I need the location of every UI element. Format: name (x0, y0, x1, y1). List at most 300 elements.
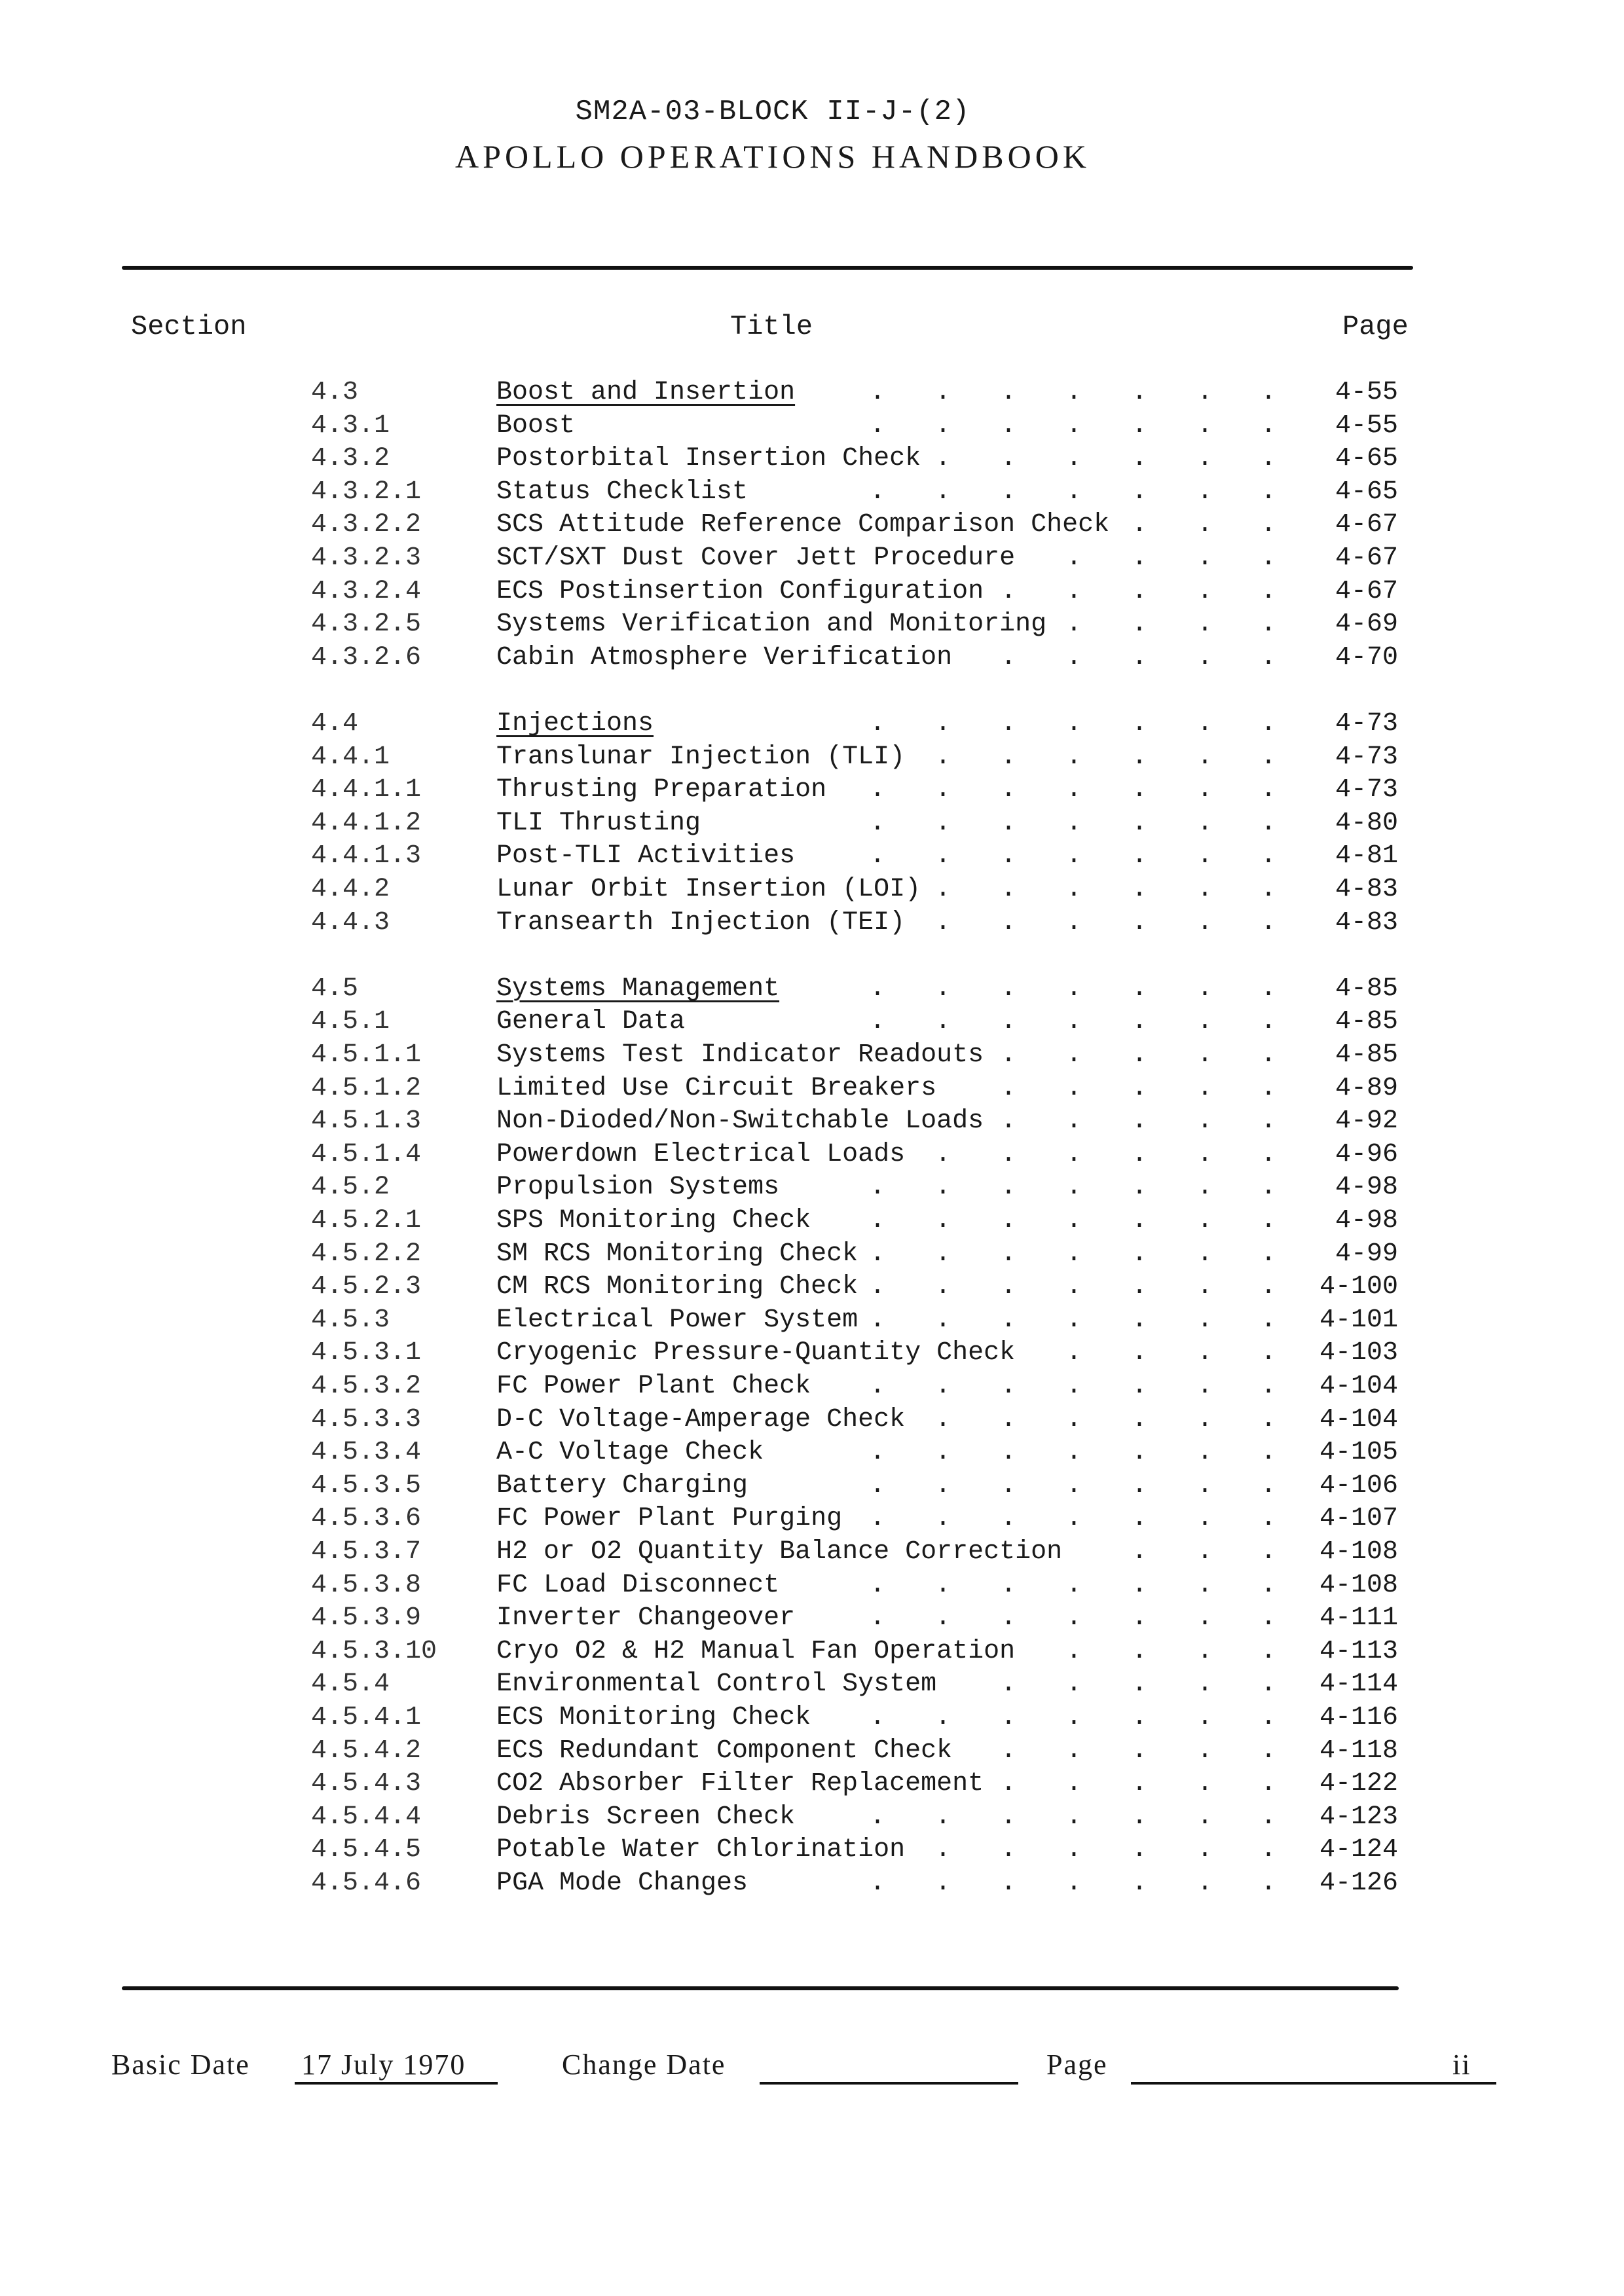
dot-leader: . (1066, 1305, 1082, 1335)
toc-entry[interactable] (0, 973, 1624, 1006)
toc-entry[interactable] (0, 1602, 1624, 1635)
dot-leader: . (1197, 477, 1213, 507)
dot-leader: . (1261, 1305, 1277, 1335)
dot-leader: . (1066, 1504, 1082, 1534)
dot-leader: . (935, 709, 951, 738)
toc-entry[interactable] (0, 1569, 1624, 1602)
dot-leader: . (1197, 775, 1213, 805)
dot-leader: . (1001, 1769, 1017, 1799)
dot-leader: . (935, 1007, 951, 1037)
toc-entry[interactable] (0, 1503, 1624, 1535)
dot-leader: . (1066, 1470, 1082, 1501)
section-number: 4.5.3.3 (311, 1404, 422, 1434)
dot-leader: . (1132, 709, 1148, 738)
page-reference: 4-67 (1335, 543, 1398, 573)
section-title: FC Power Plant Purging (496, 1504, 843, 1534)
section-title: Debris Screen Check (496, 1802, 796, 1832)
page-reference: 4-98 (1335, 1206, 1398, 1235)
dot-leader: . (870, 1438, 886, 1468)
dot-leader: . (1261, 1139, 1277, 1169)
section-title: D-C Voltage-Amperage Check (496, 1404, 906, 1434)
dot-leader: . (1261, 1173, 1277, 1203)
dot-leader: . (1001, 1372, 1017, 1401)
dot-leader: . (1132, 477, 1148, 507)
dot-leader: . (1261, 1106, 1277, 1137)
page-number-underline (1131, 2082, 1496, 2085)
toc-entry[interactable] (0, 1006, 1624, 1038)
dot-leader: . (1001, 1736, 1017, 1766)
dot-leader: . (1066, 642, 1082, 672)
dot-leader: . (1132, 1106, 1148, 1137)
dot-leader: . (1001, 1835, 1017, 1865)
page-reference: 4-100 (1319, 1272, 1398, 1302)
toc-entry[interactable] (0, 1304, 1624, 1337)
dot-leader: . (1066, 1736, 1082, 1766)
toc-entry[interactable] (0, 608, 1624, 641)
page-reference: 4-83 (1335, 907, 1398, 938)
dot-leader: . (1001, 1239, 1017, 1269)
dot-leader: . (1261, 1470, 1277, 1501)
dot-leader: . (870, 709, 886, 738)
dot-leader: . (1132, 1769, 1148, 1799)
toc-entry[interactable] (0, 1668, 1624, 1701)
section-number: 4.5.2.1 (311, 1206, 422, 1235)
dot-leader: . (870, 1173, 886, 1203)
dot-leader: . (935, 1504, 951, 1534)
dot-leader: . (1066, 1703, 1082, 1732)
section-title: SPS Monitoring Check (496, 1206, 811, 1235)
dot-leader: . (1197, 1007, 1213, 1037)
dot-leader: . (1132, 1570, 1148, 1600)
section-title: Cryogenic Pressure-Quantity Check (496, 1338, 1016, 1368)
toc-entry[interactable] (0, 1768, 1624, 1800)
dot-leader: . (870, 808, 886, 838)
section-number: 4.5.3.7 (311, 1537, 422, 1567)
dot-leader: . (1261, 576, 1277, 606)
section-number: 4.3.2.2 (311, 510, 422, 540)
dot-leader: . (935, 1372, 951, 1401)
dot-leader: . (870, 378, 886, 407)
dot-leader: . (1132, 410, 1148, 441)
section-title: SM RCS Monitoring Check (496, 1239, 858, 1269)
section-number: 4.5.2 (311, 1173, 390, 1203)
section-number: 4.3.2.6 (311, 642, 422, 672)
dot-leader: . (935, 444, 951, 474)
dot-leader: . (1197, 1603, 1213, 1633)
dot-leader: . (1066, 775, 1082, 805)
dot-leader: . (870, 1272, 886, 1302)
dot-leader: . (1261, 709, 1277, 738)
toc-entry[interactable] (0, 1370, 1624, 1403)
dot-leader: . (1132, 1504, 1148, 1534)
dot-leader: . (1066, 543, 1082, 573)
toc-entry[interactable] (0, 642, 1624, 674)
dot-leader: . (1261, 742, 1277, 772)
toc-entry[interactable] (0, 1337, 1624, 1370)
dot-leader: . (1197, 1239, 1213, 1269)
dot-leader: . (1197, 1636, 1213, 1666)
dot-leader: . (1197, 510, 1213, 540)
dot-leader: . (1132, 543, 1148, 573)
dot-leader: . (1261, 378, 1277, 407)
section-title: CO2 Absorber Filter Replacement (496, 1769, 984, 1799)
page-reference: 4-73 (1335, 709, 1398, 738)
dot-leader: . (935, 808, 951, 838)
dot-leader: . (1066, 742, 1082, 772)
page-reference: 4-118 (1319, 1736, 1398, 1766)
dot-leader: . (1066, 709, 1082, 738)
dot-leader: . (1066, 1040, 1082, 1070)
page-reference: 4-67 (1335, 510, 1398, 540)
dot-leader: . (1001, 1404, 1017, 1434)
dot-leader: . (1132, 1438, 1148, 1468)
dot-leader: . (1132, 1835, 1148, 1865)
toc-entry[interactable] (0, 509, 1624, 541)
basic-date-value: 17 July 1970 (301, 2049, 466, 2081)
dot-leader: . (1066, 1173, 1082, 1203)
section-number: 4.3 (311, 378, 359, 407)
toc-entry[interactable] (0, 1238, 1624, 1271)
dot-leader: . (870, 1868, 886, 1898)
section-number: 4.5.3.6 (311, 1504, 422, 1534)
dot-leader: . (1066, 974, 1082, 1004)
dot-leader: . (1261, 410, 1277, 441)
page-reference: 4-122 (1319, 1769, 1398, 1799)
dot-leader: . (935, 1206, 951, 1235)
dot-leader: . (1197, 1073, 1213, 1103)
toc-entry[interactable] (0, 1072, 1624, 1105)
dot-leader: . (1197, 1570, 1213, 1600)
dot-leader: . (1197, 1537, 1213, 1567)
toc-entry[interactable] (0, 443, 1624, 475)
section-title: SCS Attitude Reference Comparison Check (496, 510, 1110, 540)
dot-leader: . (1001, 1106, 1017, 1137)
section-number: 4.5.1.3 (311, 1106, 422, 1137)
bottom-divider (122, 1986, 1399, 1990)
dot-leader: . (1261, 610, 1277, 640)
dot-leader: . (1066, 410, 1082, 441)
dot-leader: . (1261, 1239, 1277, 1269)
page-reference: 4-65 (1335, 444, 1398, 474)
dot-leader: . (1132, 1636, 1148, 1666)
dot-leader: . (1261, 1636, 1277, 1666)
section-title: ECS Postinsertion Configuration (496, 576, 984, 606)
toc-entry[interactable] (0, 907, 1624, 939)
dot-leader: . (1261, 1338, 1277, 1368)
dot-leader: . (1132, 1272, 1148, 1302)
dot-leader: . (935, 1173, 951, 1203)
toc-entry[interactable] (0, 741, 1624, 774)
toc-entry[interactable] (0, 1436, 1624, 1469)
section-title: Propulsion Systems (496, 1173, 780, 1203)
toc-entry[interactable] (0, 1702, 1624, 1734)
dot-leader: . (870, 775, 886, 805)
section-number: 4.5.1.2 (311, 1073, 422, 1103)
dot-leader: . (935, 1868, 951, 1898)
section-number: 4.3.2 (311, 444, 390, 474)
dot-leader: . (1001, 1669, 1017, 1700)
dot-leader: . (1261, 510, 1277, 540)
toc-entry[interactable] (0, 774, 1624, 807)
dot-leader: . (1132, 642, 1148, 672)
dot-leader: . (1066, 841, 1082, 871)
column-header-section: Section (131, 311, 247, 342)
dot-leader: . (870, 1305, 886, 1335)
page-reference: 4-113 (1319, 1636, 1398, 1666)
dot-leader: . (1132, 1669, 1148, 1700)
section-title: Cabin Atmosphere Verification (496, 642, 953, 672)
toc-entry[interactable] (0, 542, 1624, 575)
dot-leader: . (1132, 576, 1148, 606)
dot-leader: . (1132, 1537, 1148, 1567)
dot-leader: . (1197, 576, 1213, 606)
dot-leader: . (1132, 1073, 1148, 1103)
section-title: Transearth Injection (TEI) (496, 907, 906, 938)
dot-leader: . (1066, 1272, 1082, 1302)
dot-leader: . (1066, 1868, 1082, 1898)
toc-entry[interactable] (0, 1404, 1624, 1436)
dot-leader: . (935, 1703, 951, 1732)
dot-leader: . (1197, 1769, 1213, 1799)
page-reference: 4-80 (1335, 808, 1398, 838)
toc-entry[interactable] (0, 1205, 1624, 1237)
dot-leader: . (870, 1206, 886, 1235)
dot-leader: . (1001, 974, 1017, 1004)
dot-leader: . (1001, 378, 1017, 407)
dot-leader: . (1066, 1073, 1082, 1103)
section-title: Powerdown Electrical Loads (496, 1139, 906, 1169)
dot-leader: . (1066, 1139, 1082, 1169)
basic-date-label: Basic Date (111, 2049, 250, 2081)
page-reference: 4-106 (1319, 1470, 1398, 1501)
dot-leader: . (1197, 1139, 1213, 1169)
dot-leader: . (1132, 378, 1148, 407)
dot-leader: . (1066, 875, 1082, 904)
document-title: APOLLO OPERATIONS HANDBOOK (455, 138, 1090, 175)
dot-leader: . (1261, 775, 1277, 805)
page-reference: 4-101 (1319, 1305, 1398, 1335)
dot-leader: . (1001, 841, 1017, 871)
dot-leader: . (935, 477, 951, 507)
dot-leader: . (1066, 378, 1082, 407)
toc-entry[interactable] (0, 575, 1624, 608)
toc-entry[interactable] (0, 1271, 1624, 1303)
section-number: 4.5.2.2 (311, 1239, 422, 1269)
dot-leader: . (935, 742, 951, 772)
section-number: 4.5.3.2 (311, 1372, 422, 1401)
dot-leader: . (1001, 1272, 1017, 1302)
dot-leader: . (935, 1603, 951, 1633)
dot-leader: . (870, 1570, 886, 1600)
dot-leader: . (1197, 1470, 1213, 1501)
section-title: Potable Water Chlorination (496, 1835, 906, 1865)
section-title: SCT/SXT Dust Cover Jett Procedure (496, 543, 1016, 573)
section-number: 4.4.1.3 (311, 841, 422, 871)
dot-leader: . (1001, 1073, 1017, 1103)
page-reference: 4-92 (1335, 1106, 1398, 1137)
toc-entry[interactable] (0, 1867, 1624, 1900)
dot-leader: . (935, 1305, 951, 1335)
toc-entry[interactable] (0, 1105, 1624, 1138)
dot-leader: . (935, 410, 951, 441)
dot-leader: . (1066, 808, 1082, 838)
toc-entry[interactable] (0, 807, 1624, 840)
dot-leader: . (1066, 610, 1082, 640)
dot-leader: . (1066, 1338, 1082, 1368)
page-reference: 4-55 (1335, 378, 1398, 407)
toc-entry[interactable] (0, 410, 1624, 443)
dot-leader: . (1261, 1868, 1277, 1898)
page-reference: 4-105 (1319, 1438, 1398, 1468)
toc-entry[interactable] (0, 708, 1624, 740)
section-number: 4.3.2.3 (311, 543, 422, 573)
toc-entry[interactable] (0, 476, 1624, 509)
dot-leader: . (1197, 1305, 1213, 1335)
dot-leader: . (870, 1007, 886, 1037)
toc-entry[interactable] (0, 1139, 1624, 1171)
page-reference: 4-114 (1319, 1669, 1398, 1700)
dot-leader: . (1197, 378, 1213, 407)
toc-entry[interactable] (0, 1470, 1624, 1503)
dot-leader: . (1132, 974, 1148, 1004)
section-title: Thrusting Preparation (496, 775, 827, 805)
dot-leader: . (1001, 1868, 1017, 1898)
dot-leader: . (1132, 610, 1148, 640)
section-number: 4.5.4.4 (311, 1802, 422, 1832)
dot-leader: . (870, 410, 886, 441)
page-reference: 4-73 (1335, 775, 1398, 805)
dot-leader: . (1197, 907, 1213, 938)
dot-leader: . (935, 974, 951, 1004)
toc-entry[interactable] (0, 376, 1624, 409)
dot-leader: . (1197, 1040, 1213, 1070)
dot-leader: . (870, 1239, 886, 1269)
dot-leader: . (1197, 1106, 1213, 1137)
dot-leader: . (1066, 1106, 1082, 1137)
section-title: Lunar Orbit Insertion (LOI) (496, 875, 921, 904)
toc-entry[interactable] (0, 873, 1624, 906)
dot-leader: . (1197, 1835, 1213, 1865)
dot-leader: . (1001, 1570, 1017, 1600)
dot-leader: . (1066, 1438, 1082, 1468)
page-reference: 4-69 (1335, 610, 1398, 640)
toc-entry[interactable] (0, 1635, 1624, 1668)
dot-leader: . (1261, 974, 1277, 1004)
section-title: Electrical Power System (496, 1305, 858, 1335)
dot-leader: . (1132, 1868, 1148, 1898)
dot-leader: . (870, 1470, 886, 1501)
dot-leader: . (1197, 742, 1213, 772)
dot-leader: . (1001, 1470, 1017, 1501)
dot-leader: . (1066, 477, 1082, 507)
section-title: PGA Mode Changes (496, 1868, 748, 1898)
dot-leader: . (1197, 1868, 1213, 1898)
toc-entry[interactable] (0, 1039, 1624, 1072)
dot-leader: . (1132, 907, 1148, 938)
dot-leader: . (935, 841, 951, 871)
toc-entry[interactable] (0, 1801, 1624, 1834)
section-number: 4.5.3.1 (311, 1338, 422, 1368)
toc-entry[interactable] (0, 840, 1624, 873)
dot-leader: . (935, 1239, 951, 1269)
toc-entry[interactable] (0, 1834, 1624, 1867)
section-number: 4.4.1.1 (311, 775, 422, 805)
page-reference: 4-83 (1335, 875, 1398, 904)
dot-leader: . (1066, 1206, 1082, 1235)
dot-leader: . (1197, 1206, 1213, 1235)
dot-leader: . (1066, 1802, 1082, 1832)
toc-entry[interactable] (0, 1735, 1624, 1768)
section-number: 4.4 (311, 709, 359, 738)
toc-entry[interactable] (0, 1536, 1624, 1569)
dot-leader: . (1132, 444, 1148, 474)
change-date-underline (760, 2082, 1018, 2085)
dot-leader: . (1001, 1802, 1017, 1832)
dot-leader: . (1066, 1669, 1082, 1700)
dot-leader: . (935, 907, 951, 938)
dot-leader: . (1132, 1802, 1148, 1832)
section-title: H2 or O2 Quantity Balance Correction (496, 1537, 1063, 1567)
dot-leader: . (1261, 1404, 1277, 1434)
dot-leader: . (935, 775, 951, 805)
dot-leader: . (1001, 1173, 1017, 1203)
page-reference: 4-116 (1319, 1703, 1398, 1732)
dot-leader: . (1001, 1603, 1017, 1633)
section-title: FC Load Disconnect (496, 1570, 780, 1600)
section-number: 4.5.3.9 (311, 1603, 422, 1633)
page-reference: 4-99 (1335, 1239, 1398, 1269)
dot-leader: . (1001, 1703, 1017, 1732)
section-title: Boost (496, 410, 576, 441)
dot-leader: . (935, 1470, 951, 1501)
toc-entry[interactable] (0, 1171, 1624, 1204)
page-reference: 4-123 (1319, 1802, 1398, 1832)
dot-leader: . (1132, 1040, 1148, 1070)
page-reference: 4-81 (1335, 841, 1398, 871)
dot-leader: . (1261, 1802, 1277, 1832)
section-title: Post-TLI Activities (496, 841, 796, 871)
section-number: 4.5.2.3 (311, 1272, 422, 1302)
dot-leader: . (1066, 444, 1082, 474)
section-title: Cryo O2 & H2 Manual Fan Operation (496, 1636, 1016, 1666)
section-number: 4.5.3.4 (311, 1438, 422, 1468)
page-reference: 4-96 (1335, 1139, 1398, 1169)
top-divider (122, 266, 1413, 270)
dot-leader: . (1001, 907, 1017, 938)
dot-leader: . (1197, 642, 1213, 672)
dot-leader: . (1197, 444, 1213, 474)
section-number: 4.3.2.4 (311, 576, 422, 606)
dot-leader: . (1261, 1570, 1277, 1600)
dot-leader: . (1001, 1139, 1017, 1169)
section-title: Systems Test Indicator Readouts (496, 1040, 984, 1070)
dot-leader: . (1001, 875, 1017, 904)
page-reference: 4-108 (1319, 1570, 1398, 1600)
dot-leader: . (1197, 1272, 1213, 1302)
dot-leader: . (1197, 543, 1213, 573)
dot-leader: . (1001, 808, 1017, 838)
section-title: Systems Verification and Monitoring (496, 610, 1047, 640)
section-title: Limited Use Circuit Breakers (496, 1073, 937, 1103)
page-reference: 4-126 (1319, 1868, 1398, 1898)
dot-leader: . (1132, 1404, 1148, 1434)
dot-leader: . (1261, 1603, 1277, 1633)
page-reference: 4-104 (1319, 1404, 1398, 1434)
section-heading-title: Boost and Insertion (496, 378, 796, 407)
section-number: 4.3.2.5 (311, 610, 422, 640)
dot-leader: . (1001, 576, 1017, 606)
section-number: 4.5.4.2 (311, 1736, 422, 1766)
